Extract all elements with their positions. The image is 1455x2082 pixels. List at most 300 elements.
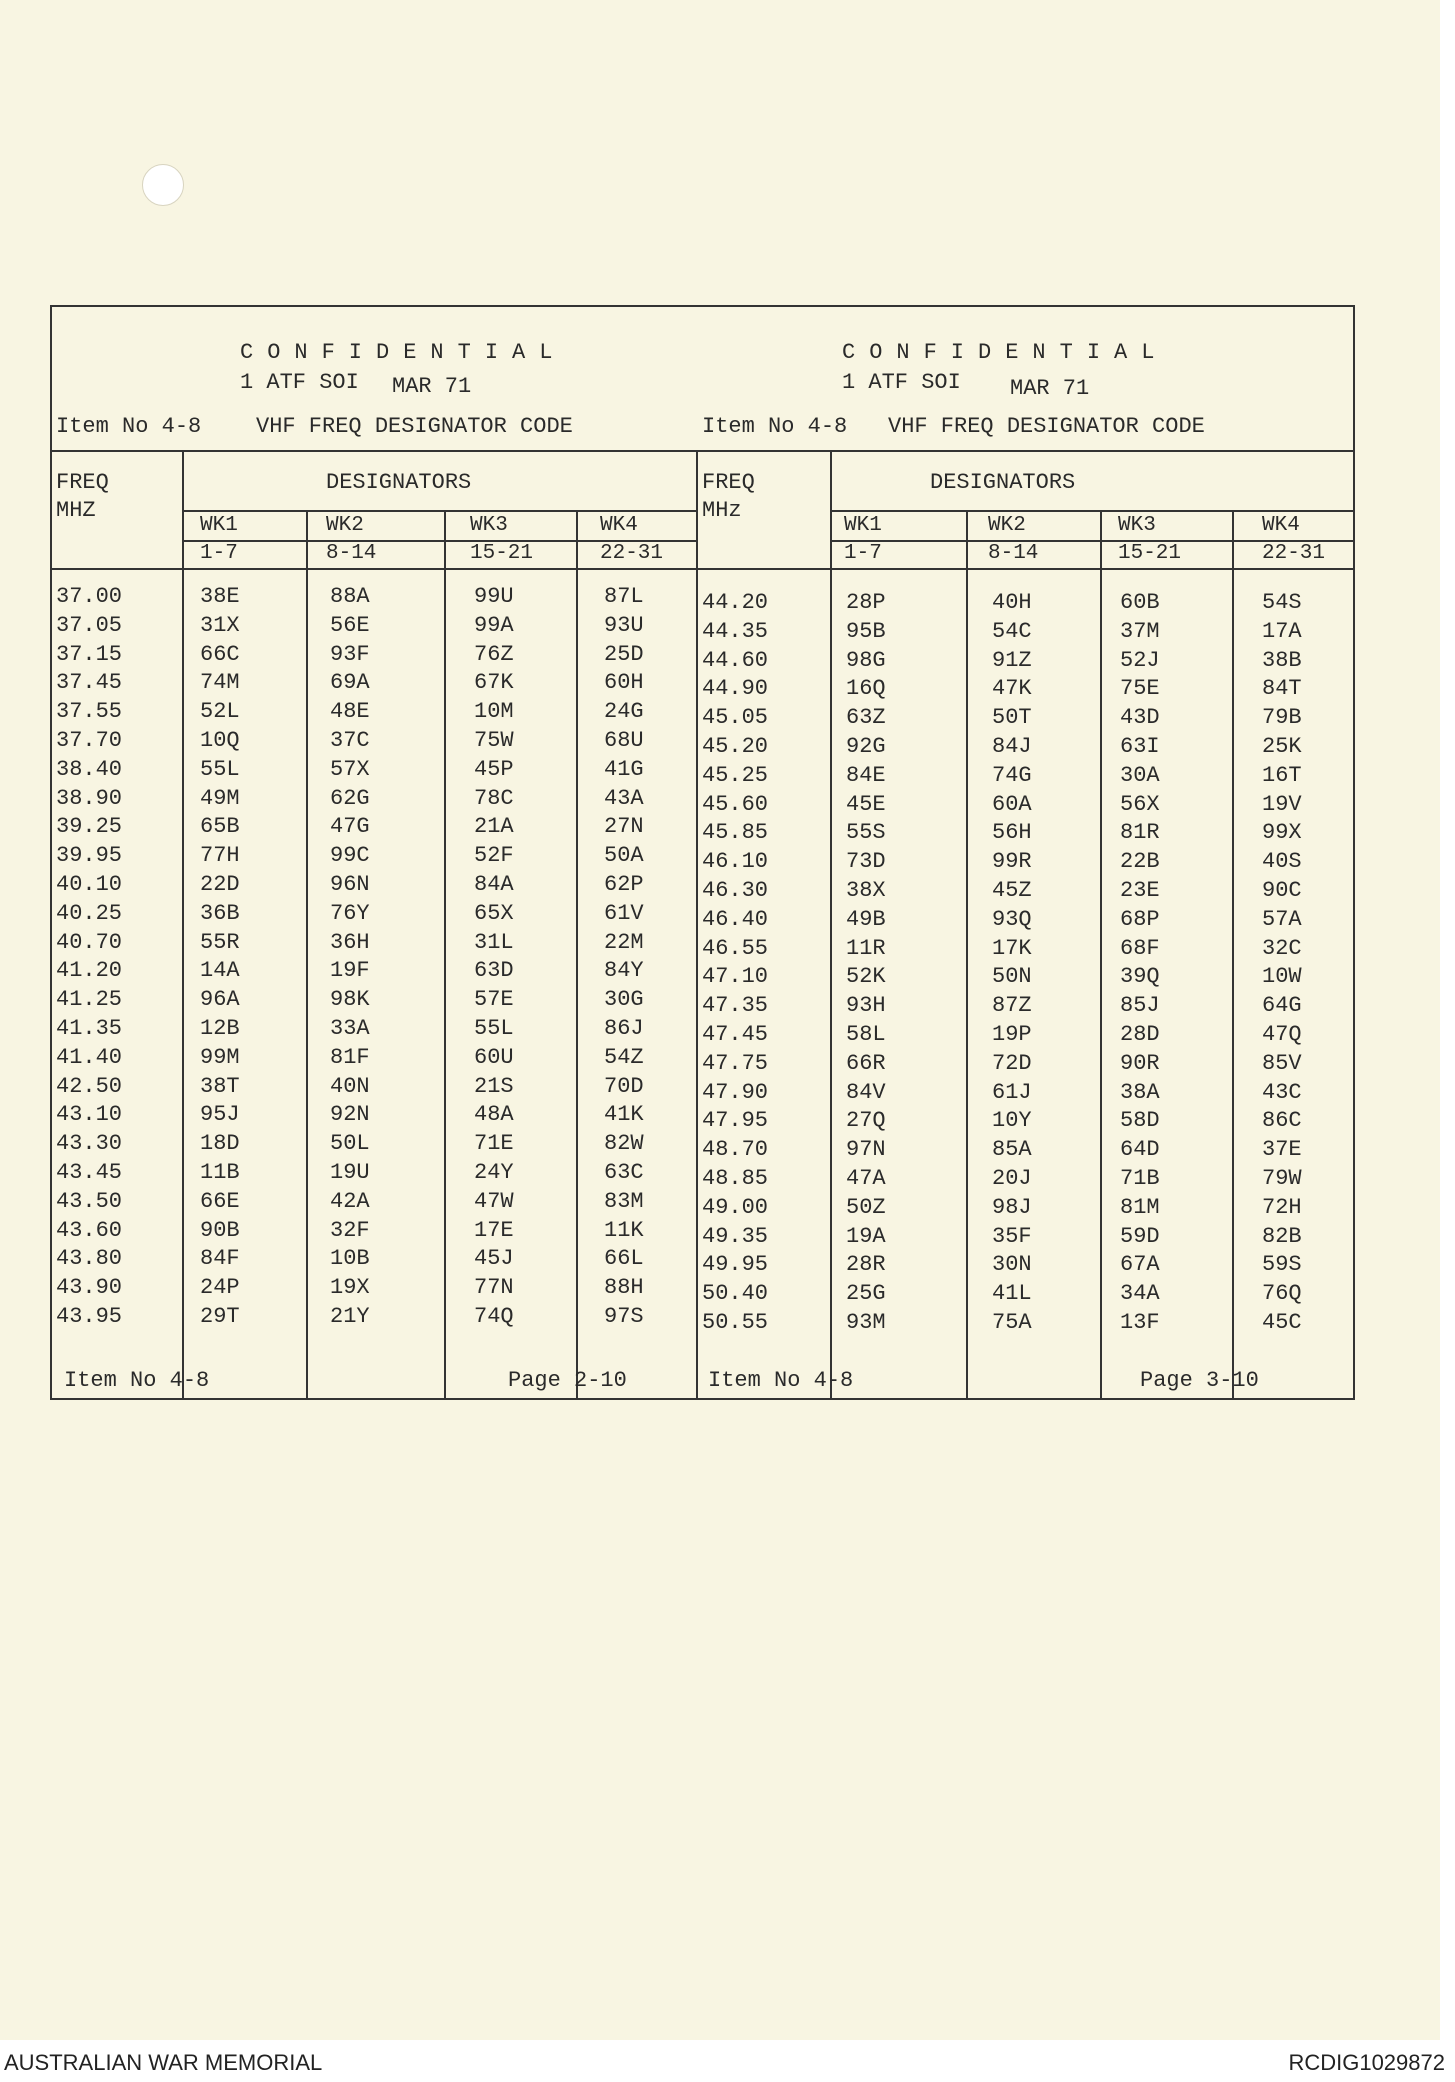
left-row-16-freq: 41.35 — [56, 1016, 123, 1041]
left-row-13-wk2: 36H — [330, 929, 370, 955]
left-row-21-wk2: 19U — [330, 1160, 370, 1185]
left-row-4-wk4: 60H — [604, 670, 644, 696]
right-row-10-wk4: 40S — [1262, 849, 1302, 875]
center-divider — [696, 450, 698, 1400]
right-footer-page: Page 3-10 — [1140, 1368, 1259, 1393]
left-row-1-wk4: 87L — [604, 584, 644, 609]
right-row-25-wk3: 34A — [1120, 1281, 1160, 1307]
left-row-7-wk4: 41G — [604, 756, 644, 782]
right-row-8-wk4: 19V — [1262, 791, 1302, 817]
left-row-21-wk1: 11B — [200, 1160, 240, 1185]
left-row-16-wk2: 33A — [330, 1016, 370, 1041]
right-row-12-wk1: 49B — [846, 906, 886, 932]
left-row-20-wk2: 50L — [330, 1131, 370, 1157]
left-wk3-header: WK3 — [470, 514, 508, 537]
left-row-16-wk3: 55L — [474, 1016, 514, 1041]
left-row-23-wk3: 17E — [474, 1217, 514, 1243]
left-date: MAR 71 — [392, 374, 472, 399]
right-row-25-wk4: 76Q — [1262, 1281, 1302, 1307]
right-row-1-wk4: 54S — [1262, 590, 1302, 615]
left-row-22-freq: 43.50 — [56, 1188, 123, 1214]
left-row-13-wk1: 55R — [200, 929, 240, 955]
right-freq-divider — [830, 450, 832, 1400]
left-row-15-wk4: 30G — [604, 987, 644, 1013]
right-designators-rule — [830, 510, 1355, 512]
left-row-1-wk1: 38E — [200, 584, 240, 609]
left-designators-header: DESIGNATORS — [326, 470, 472, 495]
left-row-19-wk1: 95J — [200, 1102, 240, 1128]
left-row-5-wk2: 48E — [330, 699, 370, 725]
right-row-24-wk1: 28R — [846, 1252, 886, 1278]
right-row-22-wk2: 98J — [992, 1194, 1032, 1220]
right-row-25-wk1: 25G — [846, 1281, 886, 1307]
left-row-7-freq: 38.40 — [56, 756, 123, 782]
right-row-11-freq: 46.30 — [702, 878, 769, 903]
left-row-16-wk1: 12B — [200, 1016, 240, 1041]
right-row-19-wk2: 10Y — [992, 1108, 1032, 1134]
right-row-4-wk2: 47K — [992, 676, 1032, 702]
left-row-25-freq: 43.90 — [56, 1275, 123, 1301]
left-row-4-freq: 37.45 — [56, 670, 123, 696]
right-row-22-wk4: 72H — [1262, 1194, 1302, 1220]
left-footer-page: Page 2-10 — [508, 1368, 627, 1393]
left-row-26-wk2: 21Y — [330, 1304, 370, 1329]
left-row-1-freq: 37.00 — [56, 584, 123, 609]
right-days2-header: 8-14 — [988, 542, 1039, 565]
right-row-18-wk3: 38A — [1120, 1079, 1160, 1105]
left-row-14-wk2: 19F — [330, 958, 370, 984]
left-row-15-freq: 41.25 — [56, 987, 123, 1013]
right-row-2-freq: 44.35 — [702, 618, 769, 644]
right-row-21-wk4: 79W — [1262, 1166, 1302, 1191]
left-wk1-header: WK1 — [200, 514, 238, 537]
right-footer-item: Item No 4-8 — [708, 1368, 854, 1393]
left-row-6-wk3: 75W — [474, 728, 514, 753]
header-divider — [50, 450, 1355, 452]
left-row-26-wk1: 29T — [200, 1304, 240, 1329]
left-freq-header: FREQ — [56, 470, 109, 495]
left-freq-divider — [182, 450, 184, 1400]
right-row-22-wk1: 50Z — [846, 1194, 886, 1220]
right-row-16-freq: 47.45 — [702, 1022, 769, 1047]
right-row-1-wk1: 28P — [846, 590, 886, 615]
right-row-13-wk2: 17K — [992, 935, 1032, 961]
right-row-13-wk3: 68F — [1120, 935, 1160, 961]
right-row-7-wk4: 16T — [1262, 762, 1302, 788]
right-row-16-wk2: 19P — [992, 1022, 1032, 1047]
left-row-5-wk4: 24G — [604, 699, 644, 725]
left-row-11-wk1: 22D — [200, 872, 240, 897]
left-row-12-wk1: 36B — [200, 900, 240, 926]
left-wk1-divider — [306, 510, 308, 1400]
right-row-16-wk4: 47Q — [1262, 1022, 1302, 1047]
left-row-11-freq: 40.10 — [56, 872, 123, 897]
right-row-6-wk3: 63I — [1120, 734, 1160, 759]
right-title: VHF FREQ DESIGNATOR CODE — [888, 414, 1205, 439]
left-row-21-wk3: 24Y — [474, 1160, 514, 1185]
left-row-11-wk4: 62P — [604, 872, 644, 897]
right-row-7-wk2: 74G — [992, 762, 1032, 788]
left-row-14-wk1: 14A — [200, 958, 240, 984]
left-row-19-wk3: 48A — [474, 1102, 514, 1128]
right-row-11-wk3: 23E — [1120, 878, 1160, 903]
right-days3-header: 15-21 — [1118, 542, 1182, 565]
right-row-17-wk4: 85V — [1262, 1050, 1302, 1076]
right-row-19-freq: 47.95 — [702, 1108, 769, 1134]
left-row-24-wk4: 66L — [604, 1246, 644, 1272]
left-row-9-wk2: 47G — [330, 814, 370, 840]
right-unit-header: MHz — [702, 498, 742, 523]
right-row-2-wk1: 95B — [846, 618, 886, 644]
left-row-26-wk4: 97S — [604, 1304, 644, 1329]
right-row-7-wk3: 30A — [1120, 762, 1160, 788]
right-row-14-wk1: 52K — [846, 964, 886, 990]
right-row-18-wk1: 84V — [846, 1079, 886, 1105]
left-row-11-wk3: 84A — [474, 872, 514, 897]
left-row-16-wk4: 86J — [604, 1016, 644, 1041]
right-row-7-wk1: 84E — [846, 762, 886, 788]
left-row-14-wk4: 84Y — [604, 958, 644, 984]
left-row-6-wk4: 68U — [604, 728, 644, 753]
right-row-6-wk1: 92G — [846, 734, 886, 759]
right-row-9-wk1: 55S — [846, 820, 886, 846]
left-row-7-wk2: 57X — [330, 756, 370, 782]
right-row-18-wk2: 61J — [992, 1079, 1032, 1105]
left-days3-header: 15-21 — [470, 542, 534, 565]
left-row-23-wk1: 90B — [200, 1217, 240, 1243]
left-row-12-wk3: 65X — [474, 900, 514, 926]
right-wk2-header: WK2 — [988, 514, 1026, 537]
left-row-18-freq: 42.50 — [56, 1073, 123, 1099]
right-row-1-wk2: 40H — [992, 590, 1032, 615]
right-confidential: CONFIDENTIAL — [842, 340, 1169, 365]
left-row-4-wk1: 74M — [200, 670, 240, 696]
left-row-14-freq: 41.20 — [56, 958, 123, 984]
right-row-12-wk4: 57A — [1262, 906, 1302, 932]
right-row-8-freq: 45.60 — [702, 791, 769, 817]
right-row-23-freq: 49.35 — [702, 1223, 769, 1249]
right-wk1-divider — [966, 510, 968, 1400]
left-row-17-wk3: 60U — [474, 1044, 514, 1070]
right-row-20-wk1: 97N — [846, 1137, 886, 1163]
right-row-4-wk1: 16Q — [846, 676, 886, 702]
left-row-8-wk3: 78C — [474, 785, 514, 811]
left-wk2-header: WK2 — [326, 514, 364, 537]
left-row-17-freq: 41.40 — [56, 1044, 123, 1070]
right-row-10-wk2: 99R — [992, 849, 1032, 875]
right-wk3-header: WK3 — [1118, 514, 1156, 537]
right-row-3-freq: 44.60 — [702, 647, 769, 673]
left-row-23-freq: 43.60 — [56, 1217, 123, 1243]
right-row-26-freq: 50.55 — [702, 1310, 769, 1335]
left-row-19-wk4: 41K — [604, 1102, 644, 1128]
left-row-10-wk4: 50A — [604, 843, 644, 869]
right-row-19-wk3: 58D — [1120, 1108, 1160, 1134]
left-row-18-wk2: 40N — [330, 1073, 370, 1099]
right-row-15-wk3: 85J — [1120, 993, 1160, 1019]
left-row-21-wk4: 63C — [604, 1160, 644, 1185]
left-row-15-wk1: 96A — [200, 987, 240, 1013]
left-row-2-wk4: 93U — [604, 612, 644, 638]
right-row-15-freq: 47.35 — [702, 993, 769, 1019]
right-row-23-wk3: 59D — [1120, 1223, 1160, 1249]
left-row-3-freq: 37.15 — [56, 641, 123, 667]
right-row-4-wk3: 75E — [1120, 676, 1160, 702]
right-row-1-wk3: 60B — [1120, 590, 1160, 615]
left-row-19-wk2: 92N — [330, 1102, 370, 1128]
right-row-5-wk2: 50T — [992, 705, 1032, 731]
right-row-18-freq: 47.90 — [702, 1079, 769, 1105]
left-row-7-wk3: 45P — [474, 756, 514, 782]
right-row-2-wk3: 37M — [1120, 618, 1160, 644]
right-row-6-freq: 45.20 — [702, 734, 769, 759]
right-row-1-freq: 44.20 — [702, 590, 769, 615]
left-row-22-wk4: 83M — [604, 1188, 644, 1214]
left-row-5-wk1: 52L — [200, 699, 240, 725]
right-row-12-freq: 46.40 — [702, 906, 769, 932]
right-days4-header: 22-31 — [1262, 542, 1326, 565]
right-row-14-wk2: 50N — [992, 964, 1032, 990]
left-row-2-wk3: 99A — [474, 612, 514, 638]
left-row-24-freq: 43.80 — [56, 1246, 123, 1272]
left-row-26-freq: 43.95 — [56, 1304, 123, 1329]
left-row-5-freq: 37.55 — [56, 699, 123, 725]
left-title: VHF FREQ DESIGNATOR CODE — [256, 414, 573, 439]
left-row-7-wk1: 55L — [200, 756, 240, 782]
left-row-3-wk3: 76Z — [474, 641, 514, 667]
left-row-9-freq: 39.25 — [56, 814, 123, 840]
left-row-15-wk3: 57E — [474, 987, 514, 1013]
right-row-8-wk3: 56X — [1120, 791, 1160, 817]
left-row-10-wk3: 52F — [474, 843, 514, 869]
right-row-12-wk2: 93Q — [992, 906, 1032, 932]
left-row-20-wk3: 71E — [474, 1131, 514, 1157]
left-row-12-wk2: 76Y — [330, 900, 370, 926]
right-row-5-wk4: 79B — [1262, 705, 1302, 731]
right-row-21-freq: 48.85 — [702, 1166, 769, 1191]
right-days1-header: 1-7 — [844, 542, 882, 565]
left-row-2-freq: 37.05 — [56, 612, 123, 638]
right-row-17-wk1: 66R — [846, 1050, 886, 1076]
right-row-11-wk4: 90C — [1262, 878, 1302, 903]
left-row-8-wk1: 49M — [200, 785, 240, 811]
left-row-12-freq: 40.25 — [56, 900, 123, 926]
left-row-2-wk2: 56E — [330, 612, 370, 638]
left-row-13-freq: 40.70 — [56, 929, 123, 955]
right-row-4-wk4: 84T — [1262, 676, 1302, 702]
right-row-9-wk4: 99X — [1262, 820, 1302, 846]
right-row-7-freq: 45.25 — [702, 762, 769, 788]
left-row-18-wk3: 21S — [474, 1073, 514, 1099]
right-row-10-freq: 46.10 — [702, 849, 769, 875]
right-row-17-freq: 47.75 — [702, 1050, 769, 1076]
left-row-6-wk1: 10Q — [200, 728, 240, 753]
right-row-2-wk4: 17A — [1262, 618, 1302, 644]
left-row-20-freq: 43.30 — [56, 1131, 123, 1157]
right-row-17-wk3: 90R — [1120, 1050, 1160, 1076]
right-row-5-wk1: 63Z — [846, 705, 886, 731]
right-row-24-freq: 49.95 — [702, 1252, 769, 1278]
left-row-9-wk1: 65B — [200, 814, 240, 840]
left-row-8-wk2: 62G — [330, 785, 370, 811]
left-row-14-wk3: 63D — [474, 958, 514, 984]
left-item-number: Item No 4-8 — [56, 414, 202, 439]
left-row-23-wk4: 11K — [604, 1217, 644, 1243]
left-row-24-wk1: 84F — [200, 1246, 240, 1272]
left-row-17-wk4: 54Z — [604, 1044, 644, 1070]
left-days2-header: 8-14 — [326, 542, 377, 565]
right-row-15-wk4: 64G — [1262, 993, 1302, 1019]
right-row-26-wk4: 45C — [1262, 1310, 1302, 1335]
right-row-11-wk2: 45Z — [992, 878, 1032, 903]
right-row-5-wk3: 43D — [1120, 705, 1160, 731]
right-designators-header: DESIGNATORS — [930, 470, 1076, 495]
column-header-rule — [50, 568, 1355, 570]
left-row-25-wk2: 19X — [330, 1275, 370, 1301]
left-row-1-wk3: 99U — [474, 584, 514, 609]
left-row-6-wk2: 37C — [330, 728, 370, 753]
left-footer-item: Item No 4-8 — [64, 1368, 210, 1393]
right-row-8-wk1: 45E — [846, 791, 886, 817]
left-row-3-wk2: 93F — [330, 641, 370, 667]
right-soi: 1 ATF SOI — [842, 370, 961, 395]
left-row-13-wk3: 31L — [474, 929, 514, 955]
right-row-15-wk1: 93H — [846, 993, 886, 1019]
right-row-4-freq: 44.90 — [702, 676, 769, 702]
right-row-24-wk4: 59S — [1262, 1252, 1302, 1278]
left-row-18-wk4: 70D — [604, 1073, 644, 1099]
right-date: MAR 71 — [1010, 376, 1090, 401]
left-row-22-wk2: 42A — [330, 1188, 370, 1214]
right-row-26-wk1: 93M — [846, 1310, 886, 1335]
left-unit-header: MHZ — [56, 498, 96, 523]
left-wk4-header: WK4 — [600, 514, 638, 537]
right-row-5-freq: 45.05 — [702, 705, 769, 731]
right-row-3-wk1: 98G — [846, 647, 886, 673]
left-row-13-wk4: 22M — [604, 929, 644, 955]
right-row-2-wk2: 54C — [992, 618, 1032, 644]
left-row-10-wk1: 77H — [200, 843, 240, 869]
left-row-3-wk4: 25D — [604, 641, 644, 667]
right-item-number: Item No 4-8 — [702, 414, 848, 439]
left-row-18-wk1: 38T — [200, 1073, 240, 1099]
left-row-26-wk3: 74Q — [474, 1304, 514, 1329]
left-row-9-wk3: 21A — [474, 814, 514, 840]
right-row-16-wk3: 28D — [1120, 1022, 1160, 1047]
right-row-3-wk4: 38B — [1262, 647, 1302, 673]
left-row-5-wk3: 10M — [474, 699, 514, 725]
right-row-25-wk2: 41L — [992, 1281, 1032, 1307]
right-row-6-wk4: 25K — [1262, 734, 1302, 759]
left-row-6-freq: 37.70 — [56, 728, 123, 753]
left-row-24-wk2: 10B — [330, 1246, 370, 1272]
right-row-14-wk4: 10W — [1262, 964, 1302, 990]
left-wk3-divider — [576, 510, 578, 1400]
left-row-25-wk3: 77N — [474, 1275, 514, 1301]
right-row-8-wk2: 60A — [992, 791, 1032, 817]
left-row-17-wk1: 99M — [200, 1044, 240, 1070]
left-row-1-wk2: 88A — [330, 584, 370, 609]
left-row-11-wk2: 96N — [330, 872, 370, 897]
right-row-9-wk2: 56H — [992, 820, 1032, 846]
left-row-2-wk1: 31X — [200, 612, 240, 638]
right-row-16-wk1: 58L — [846, 1022, 886, 1047]
left-row-25-wk4: 88H — [604, 1275, 644, 1301]
punch-hole — [142, 164, 184, 206]
left-row-24-wk3: 45J — [474, 1246, 514, 1272]
right-row-24-wk3: 67A — [1120, 1252, 1160, 1278]
left-days1-header: 1-7 — [200, 542, 238, 565]
right-row-23-wk2: 35F — [992, 1223, 1032, 1249]
left-days4-header: 22-31 — [600, 542, 664, 565]
right-row-9-wk3: 81R — [1120, 820, 1160, 846]
left-row-9-wk4: 27N — [604, 814, 644, 840]
right-row-21-wk3: 71B — [1120, 1166, 1160, 1191]
right-row-14-wk3: 39Q — [1120, 964, 1160, 990]
left-row-22-wk1: 66E — [200, 1188, 240, 1214]
right-row-20-wk2: 85A — [992, 1137, 1032, 1163]
left-row-17-wk2: 81F — [330, 1044, 370, 1070]
right-row-13-freq: 46.55 — [702, 935, 769, 961]
right-row-10-wk1: 73D — [846, 849, 886, 875]
left-row-23-wk2: 32F — [330, 1217, 370, 1243]
left-row-20-wk4: 82W — [604, 1131, 644, 1157]
right-row-25-freq: 50.40 — [702, 1281, 769, 1307]
right-row-11-wk1: 38X — [846, 878, 886, 903]
right-row-20-wk4: 37E — [1262, 1137, 1302, 1163]
left-row-4-wk2: 69A — [330, 670, 370, 696]
left-row-4-wk3: 67K — [474, 670, 514, 696]
left-designators-rule — [182, 510, 696, 512]
left-row-19-freq: 43.10 — [56, 1102, 123, 1128]
right-row-21-wk2: 20J — [992, 1166, 1032, 1191]
right-row-13-wk1: 11R — [846, 935, 886, 961]
left-row-10-freq: 39.95 — [56, 843, 123, 869]
right-row-13-wk4: 32C — [1262, 935, 1302, 961]
right-row-9-freq: 45.85 — [702, 820, 769, 846]
right-row-22-wk3: 81M — [1120, 1194, 1160, 1220]
right-row-15-wk2: 87Z — [992, 993, 1032, 1019]
right-row-23-wk1: 19A — [846, 1223, 886, 1249]
right-row-3-wk3: 52J — [1120, 647, 1160, 673]
right-row-3-wk2: 91Z — [992, 647, 1032, 673]
left-wk2-divider — [444, 510, 446, 1400]
right-row-18-wk4: 43C — [1262, 1079, 1302, 1105]
right-row-12-wk3: 68P — [1120, 906, 1160, 932]
left-confidential: CONFIDENTIAL — [240, 340, 567, 365]
right-row-14-freq: 47.10 — [702, 964, 769, 990]
right-row-20-freq: 48.70 — [702, 1137, 769, 1163]
left-row-22-wk3: 47W — [474, 1188, 514, 1214]
credit-right: RCDIG1029872 — [1288, 2050, 1445, 2075]
left-row-8-wk4: 43A — [604, 785, 644, 811]
left-soi: 1 ATF SOI — [240, 370, 359, 395]
right-row-19-wk4: 86C — [1262, 1108, 1302, 1134]
right-row-17-wk2: 72D — [992, 1050, 1032, 1076]
right-wk2-divider — [1100, 510, 1102, 1400]
left-row-3-wk1: 66C — [200, 641, 240, 667]
right-wk3-divider — [1232, 510, 1234, 1400]
right-row-10-wk3: 22B — [1120, 849, 1160, 875]
right-row-26-wk3: 13F — [1120, 1310, 1160, 1335]
left-row-20-wk1: 18D — [200, 1131, 240, 1157]
right-row-24-wk2: 30N — [992, 1252, 1032, 1278]
left-row-10-wk2: 99C — [330, 843, 370, 869]
right-row-6-wk2: 84J — [992, 734, 1032, 759]
right-row-23-wk4: 82B — [1262, 1223, 1302, 1249]
right-freq-header: FREQ — [702, 470, 755, 495]
left-row-12-wk4: 61V — [604, 900, 644, 926]
